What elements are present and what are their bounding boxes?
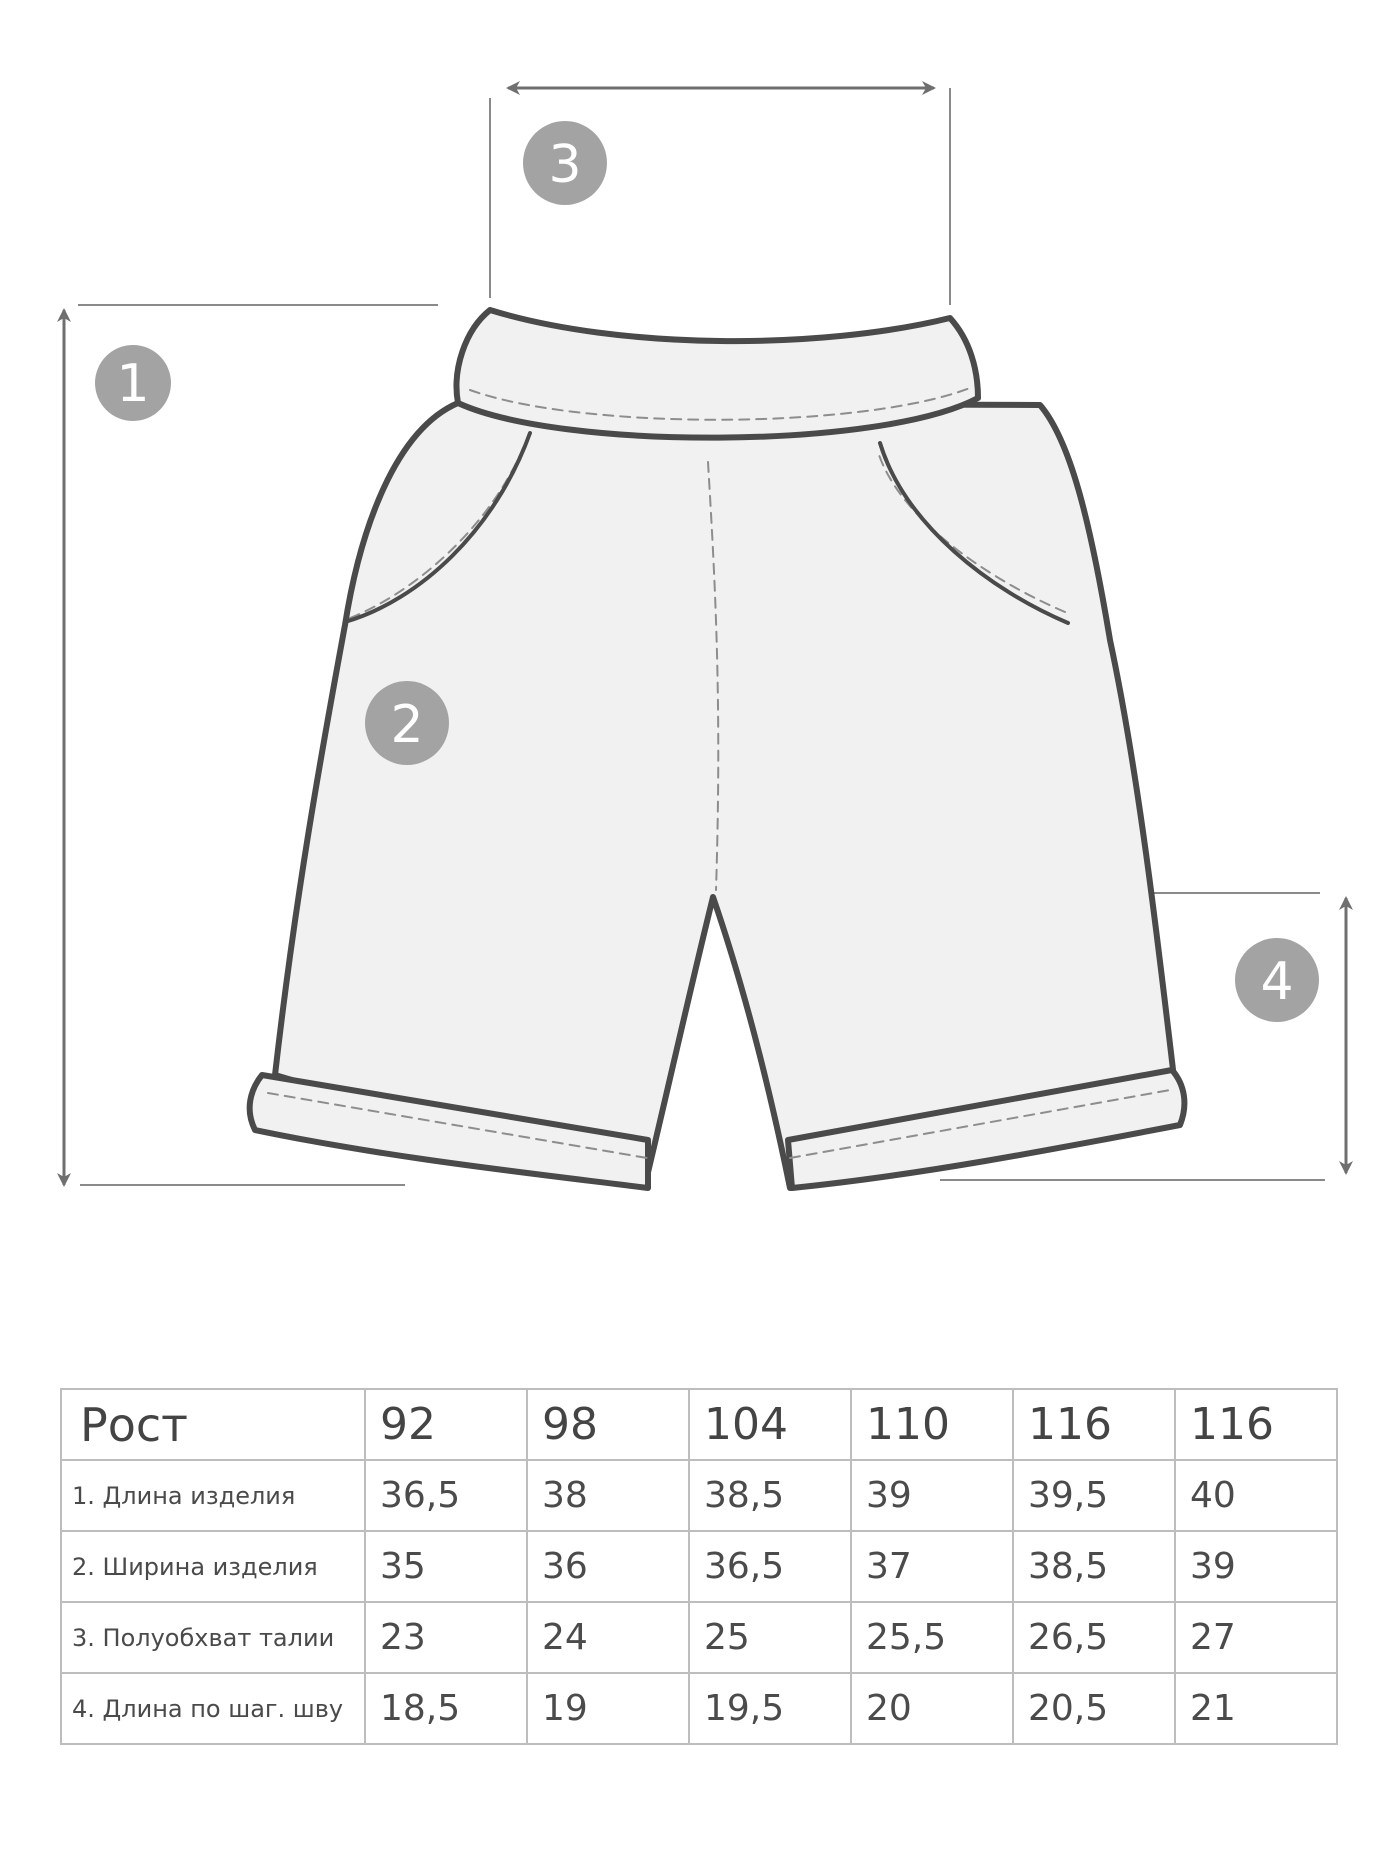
value-cell: 35 <box>365 1531 527 1602</box>
header-size-cell: 92 <box>365 1389 527 1460</box>
value-cell: 19,5 <box>689 1673 851 1744</box>
value-cell: 36 <box>527 1531 689 1602</box>
value-cell: 24 <box>527 1602 689 1673</box>
value-cell: 38,5 <box>689 1460 851 1531</box>
shorts-body <box>275 403 1178 1188</box>
value-cell: 26,5 <box>1013 1602 1175 1673</box>
table-header-row <box>61 1389 1337 1460</box>
marker-1 <box>95 345 171 421</box>
value-cell: 38,5 <box>1013 1531 1175 1602</box>
value-cell: 20 <box>851 1673 1013 1744</box>
table-row <box>61 1460 1337 1531</box>
marker-2-label: 2 <box>390 695 424 755</box>
value-cell: 20,5 <box>1013 1673 1175 1744</box>
value-cell: 36,5 <box>365 1460 527 1531</box>
header-label-cell: Рост <box>61 1389 365 1460</box>
marker-3-label: 3 <box>548 135 582 195</box>
row-label-cell: 4. Длина по шаг. шву <box>61 1673 365 1744</box>
value-cell: 39 <box>1175 1531 1337 1602</box>
value-cell: 39,5 <box>1013 1460 1175 1531</box>
marker-2 <box>365 681 449 765</box>
table-row <box>61 1531 1337 1602</box>
marker-1-label: 1 <box>116 354 150 414</box>
row-label-cell: 1. Длина изделия <box>61 1460 365 1531</box>
row-label-cell: 2. Ширина изделия <box>61 1531 365 1602</box>
header-size-cell: 98 <box>527 1389 689 1460</box>
value-cell: 23 <box>365 1602 527 1673</box>
header-size-cell: 110 <box>851 1389 1013 1460</box>
value-cell: 18,5 <box>365 1673 527 1744</box>
value-cell: 40 <box>1175 1460 1337 1531</box>
header-size-cell: 104 <box>689 1389 851 1460</box>
header-size-cell: 116 <box>1013 1389 1175 1460</box>
size-table <box>60 1388 1338 1745</box>
table-row <box>61 1602 1337 1673</box>
row-label-cell: 3. Полуобхват талии <box>61 1602 365 1673</box>
marker-4-label: 4 <box>1260 952 1294 1012</box>
value-cell: 37 <box>851 1531 1013 1602</box>
value-cell: 25,5 <box>851 1602 1013 1673</box>
value-cell: 39 <box>851 1460 1013 1531</box>
waistband <box>457 310 978 438</box>
value-cell: 38 <box>527 1460 689 1531</box>
marker-4 <box>1235 938 1319 1022</box>
table-row <box>61 1673 1337 1744</box>
header-size-cell: 116 <box>1175 1389 1337 1460</box>
value-cell: 27 <box>1175 1602 1337 1673</box>
marker-3 <box>523 121 607 205</box>
value-cell: 25 <box>689 1602 851 1673</box>
value-cell: 36,5 <box>689 1531 851 1602</box>
value-cell: 21 <box>1175 1673 1337 1744</box>
value-cell: 19 <box>527 1673 689 1744</box>
